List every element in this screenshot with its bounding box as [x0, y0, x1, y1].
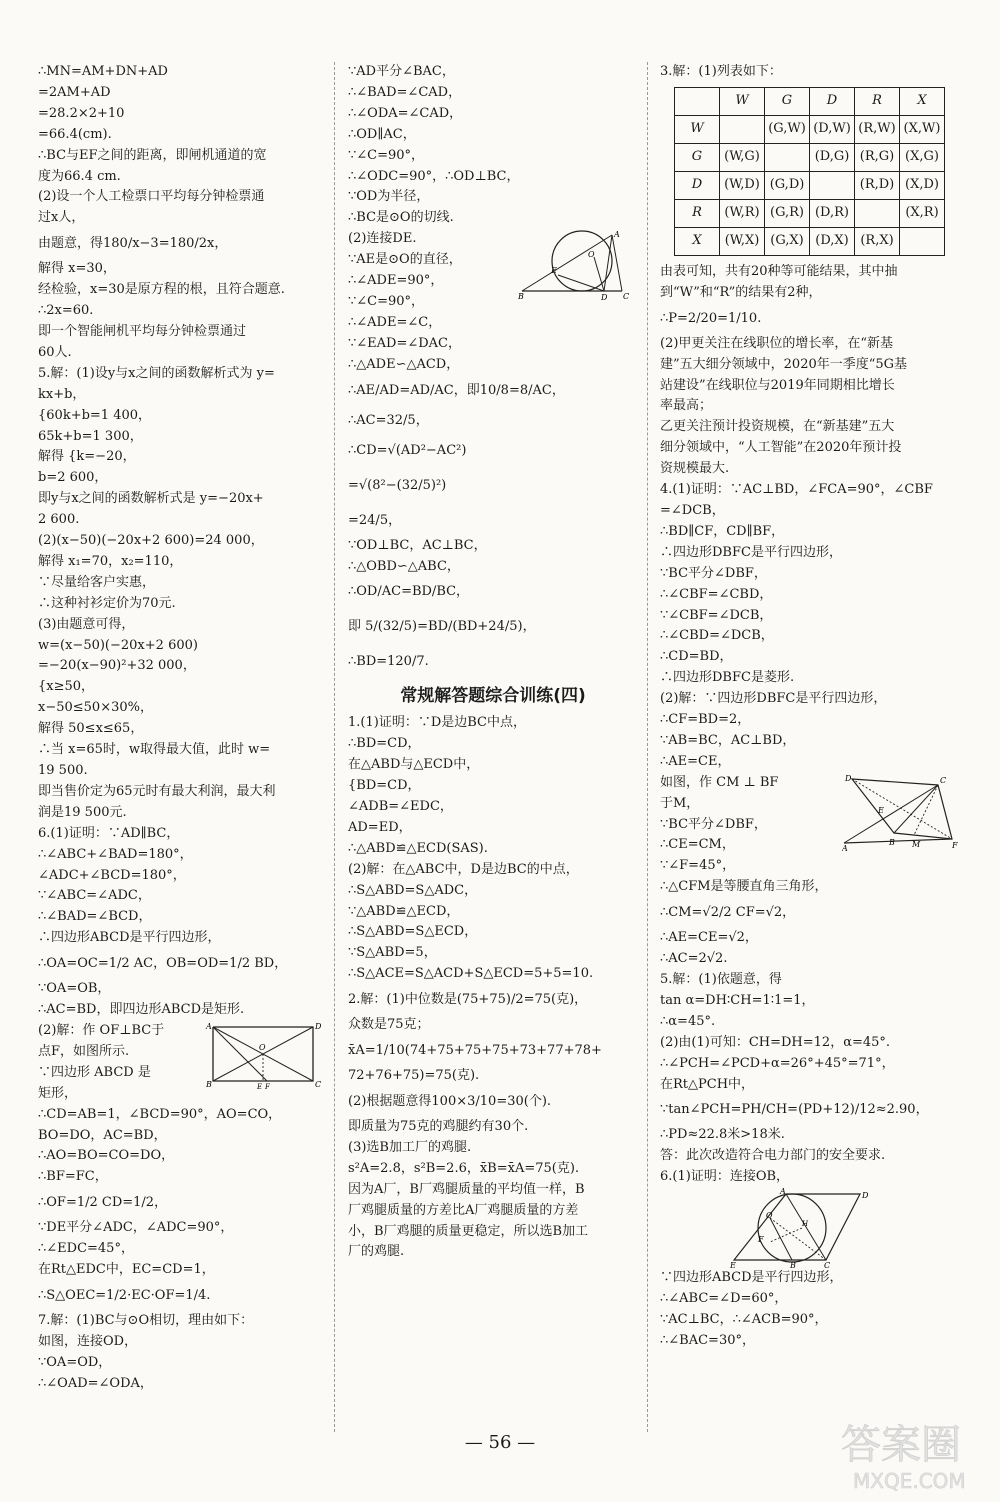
text-line: 65k+b=1 300，	[38, 428, 143, 444]
table-cell: (G,W)	[765, 115, 810, 143]
svg-text:答案圈: 答案圈	[841, 1422, 961, 1468]
text-line: =−20(x−90)²+32 000，	[38, 658, 196, 674]
table-cell: (G,X)	[765, 227, 810, 255]
text-line: (2)设一个人工检票口平均每分钟检票通	[38, 189, 265, 205]
text-line: ∵BC平分∠DBF，	[660, 816, 767, 832]
text-line: ∴AE/AD=AD/AC，即10/8=8/AC，	[348, 382, 565, 398]
text-line: 在△ABD与△ECD中，	[348, 757, 480, 773]
svg-text:F: F	[758, 1235, 764, 1245]
text-line: (2)由(1)可知：CH=DH=12，α=45°.	[660, 1034, 891, 1050]
text-line: =66.4(cm).	[38, 126, 112, 142]
text-line: ∴∠ABC+∠BAD=180°，	[38, 846, 193, 862]
text-line: ∴当 x=65时，w取得最大值，此时 w=	[38, 742, 271, 758]
text-line: ∴S△OEC=1/2·EC·OF=1/4.	[38, 1287, 211, 1303]
text-line: ∴△ADE∽△ACD，	[348, 356, 460, 372]
table-cell: X	[675, 227, 720, 255]
text-line: ∵∠EAD=∠DAC，	[348, 335, 462, 351]
text-line: (2)解：∵四边形DBFC是平行四边形，	[660, 691, 887, 707]
table-cell: (X,R)	[900, 199, 945, 227]
table-cell: (D,W)	[810, 115, 855, 143]
text-line: kx+b，	[38, 386, 86, 402]
text-line: ∴AC=BD，即四边形ABCD是矩形.	[38, 1002, 245, 1018]
answer-column-3	[660, 62, 960, 1352]
table-row	[675, 143, 945, 171]
svg-text:F: F	[952, 840, 958, 850]
table-cell: (W,X)	[720, 227, 765, 255]
svg-text:E: E	[730, 1261, 736, 1269]
text-line: ∴∠BAD=∠BCD，	[38, 909, 152, 925]
text-line: ∴四边形ABCD是平行四边形，	[38, 930, 221, 946]
circle-figure-block	[348, 229, 638, 313]
text-line: ∵AC⊥BC，∴∠ACB=90°，	[660, 1311, 828, 1327]
table-cell: (G,R)	[765, 199, 810, 227]
text-line: ∴BC是⊙O的切线.	[348, 210, 454, 226]
rhombus-figure	[842, 773, 960, 859]
text-line: x̄A=1/10(74+75+75+75+73+77+78+	[348, 1043, 602, 1059]
text-line: 19 500.	[38, 763, 88, 778]
text-line: ∴∠BAD=∠CAD，	[348, 84, 462, 100]
text-line: 3.解：(1)列表如下：	[660, 64, 782, 79]
text-line: ∵OA=OB，	[38, 981, 111, 997]
text-line: (2)甲更关注在线职位的增长率，在“新基	[660, 335, 894, 351]
text-line: ∴这种衬衫定价为70元.	[38, 595, 176, 611]
text-line: =∠DCB，	[660, 502, 725, 518]
table-cell	[855, 199, 900, 227]
text-line: ∴∠EDC=45°，	[38, 1241, 134, 1257]
text-line: ∴CD=AB=1，∠BCD=90°，AO=CO，	[38, 1106, 282, 1122]
text-line: 72+76+75)=75(克).	[348, 1068, 480, 1084]
table-cell: (G,D)	[765, 171, 810, 199]
svg-text:A: A	[614, 230, 620, 240]
text-line: 1.(1)证明：∵D是边BC中点，	[348, 715, 526, 731]
text-line: ∵BC平分∠DBF，	[660, 565, 767, 581]
text-line: ∴CD=√(AD²−AC²)	[348, 442, 467, 458]
text-line: 如图，连接OD，	[38, 1333, 138, 1349]
text-line: 厂鸡腿质量的方差比A厂鸡腿质量的方差	[348, 1202, 579, 1218]
text-line: {BD=CD，	[348, 778, 421, 794]
text-line: 在Rt△PCH中，	[660, 1076, 755, 1092]
text-line: ∴∠ODC=90°，∴OD⊥BC，	[348, 168, 520, 184]
text-line: 4.(1)证明：∵AC⊥BD，∠FCA=90°，∠CBF	[660, 482, 933, 498]
text-line: (3)选B加工厂的鸡腿.	[348, 1139, 472, 1155]
text-line: 如图，作 CM ⊥ BF	[660, 774, 779, 790]
svg-text:A: A	[206, 1021, 212, 1031]
page-number: — 56 —	[464, 1432, 536, 1453]
text-line: 细分领域中，“人工智能”在2020年预计投	[660, 440, 902, 456]
text-line: 解得 x=30，	[38, 261, 116, 277]
text-line: 点F，如图所示.	[38, 1043, 130, 1059]
svg-text:B: B	[518, 292, 524, 302]
text-line: BO=DO，AC=BD，	[38, 1127, 167, 1143]
svg-text:C: C	[315, 1079, 322, 1089]
text-line: ∴BF=FC，	[38, 1169, 108, 1185]
text-line: ∴AE=CE，	[660, 753, 731, 769]
text-line: 6.(1)证明：连接OB，	[660, 1169, 790, 1185]
svg-text:O: O	[259, 1042, 266, 1052]
text-line: ∴OD∥AC，	[348, 126, 416, 142]
text-line: ∴CM=√2/2 CF=√2，	[660, 905, 796, 921]
circle-parallelogram-diagram	[730, 1188, 880, 1268]
text-line: ∵DE平分∠ADC，∠ADC=90°，	[38, 1220, 234, 1236]
text-line: ∴∠ADE=∠C，	[348, 314, 442, 330]
svg-text:M: M	[912, 839, 921, 849]
table-cell: G	[765, 87, 810, 115]
circle-tangent-diagram	[518, 229, 638, 301]
text-line: ∴α=45°.	[660, 1013, 716, 1029]
text-line: ∠ADB=∠EDC，	[348, 799, 453, 815]
text-line: b=2 600，	[38, 470, 108, 486]
text-line: ∴四边形DBFC是平行四边形，	[660, 544, 842, 560]
text-line: ∴S△ABD=S△ECD，	[348, 924, 478, 940]
text-line: ∴BD∥CF，CD∥BF，	[660, 523, 785, 539]
text-line: ∵∠ABC=∠ADC，	[38, 888, 151, 904]
table-cell: R	[675, 199, 720, 227]
text-line: (3)由题意可得，	[38, 616, 135, 632]
text-line: ∴四边形DBFC是菱形.	[660, 670, 795, 686]
svg-text:E: E	[551, 266, 557, 276]
text-line: 解得 {k=−20，	[38, 449, 136, 465]
table-cell: D	[810, 87, 855, 115]
table-cell: (D,G)	[810, 143, 855, 171]
table-cell: (X,W)	[900, 115, 945, 143]
text-line: ∴△CFM是等腰直角三角形，	[660, 879, 828, 895]
text-line: ∵尽量给客户实惠，	[38, 574, 156, 590]
text-line: {x≥50，	[38, 679, 95, 695]
text-line: ∵∠C=90°，	[348, 147, 425, 163]
svg-text:C: C	[623, 292, 630, 302]
text-line: ∵四边形 ABCD 是	[38, 1064, 151, 1080]
text-line: 60人.	[38, 344, 72, 360]
text-line: ∵∠F=45°，	[660, 858, 736, 874]
text-line: 矩形，	[38, 1085, 78, 1101]
circle-figure	[518, 229, 638, 309]
text-line: 于M，	[660, 795, 700, 811]
svg-text:D: D	[862, 1191, 869, 1201]
text-line: tan α=DH∶CH=1∶1=1，	[660, 992, 815, 1008]
text-line: (2)根据题意得100×3/10=30(个).	[348, 1094, 552, 1109]
text-line: 在Rt△EDC中，EC=CD=1，	[38, 1262, 215, 1278]
text-line: 到“W”和“R”的结果有2种，	[660, 284, 822, 300]
svg-text:B: B	[889, 837, 895, 847]
table-cell: (R,W)	[855, 115, 900, 143]
text-line: =2AM+AD	[38, 84, 111, 100]
text-line: ∴∠ABC=∠D=60°，	[660, 1291, 788, 1307]
text-line: ∴∠BAC=30°，	[660, 1332, 755, 1348]
text-line: ∴∠CBF=∠CBD，	[660, 586, 773, 602]
table-cell: D	[675, 171, 720, 199]
text-line: ∴OD/AC=BD/BC，	[348, 584, 470, 600]
table-cell	[675, 87, 720, 115]
text-line: w=(x−50)(−20x+2 600)	[38, 637, 198, 653]
watermark-logo	[835, 1410, 995, 1495]
svg-text:A: A	[780, 1188, 786, 1197]
text-line: ∵AB=BC，AC⊥BD，	[660, 732, 796, 748]
rectangle-diagram	[205, 1021, 323, 1089]
section-title: 常规解答题综合训练(四)	[400, 686, 586, 707]
text-line: ∴BC与EF之间的距离，即闸机通道的宽	[38, 147, 267, 163]
table-cell	[900, 227, 945, 255]
text-line: ∵AD平分∠BAC，	[348, 64, 455, 79]
text-line: ∴MN=AM+DN+AD	[38, 64, 168, 79]
text-line: 答：此次改造符合电力部门的安全要求.	[660, 1148, 886, 1164]
table-row	[675, 115, 945, 143]
table-cell: (X,D)	[900, 171, 945, 199]
svg-text:E: E	[257, 1082, 263, 1089]
text-line: 率最高；	[660, 398, 713, 414]
svg-text:O: O	[766, 1211, 773, 1221]
text-line: 即当售价定为65元时有最大利润，最大利	[38, 783, 276, 799]
table-cell: G	[675, 143, 720, 171]
text-line: (2)解：在△ABC中，D是边BC的中点，	[348, 861, 579, 877]
text-line: 因为A厂，B厂鸡腿质量的平均值一样，B	[348, 1181, 585, 1197]
text-line: 5.解：(1)设y与x之间的函数解析式为 y=	[38, 365, 275, 381]
text-line: (2)(x−50)(−20x+2 600)=24 000，	[38, 533, 264, 549]
text-line: ∴AE=CE=√2，	[660, 930, 758, 946]
text-line: 经检验，x=30是原方程的根，且符合题意.	[38, 282, 285, 298]
svg-text:A: A	[842, 843, 848, 851]
table-cell: R	[855, 87, 900, 115]
text-line: ∴∠ADE=90°，	[348, 273, 444, 289]
text-line: x−50≤50×30%，	[38, 700, 153, 716]
svg-text:C: C	[940, 775, 947, 785]
text-line: 7.解：(1)BC与⊙O相切，理由如下：	[38, 1312, 254, 1328]
text-line: ∵△ABD≌△ECD，	[348, 903, 460, 919]
svg-text:O: O	[588, 250, 595, 260]
text-line: 小，B厂鸡腿的质量更稳定，所以选B加工	[348, 1223, 589, 1239]
text-line: ∴∠CBD=∠DCB，	[660, 628, 774, 644]
rhombus-diagram	[842, 773, 960, 851]
text-line: 即 5/(32/5)=BD/(BD+24/5)，	[348, 619, 536, 635]
text-line: ∴S△ABD=S△ADC，	[348, 882, 478, 898]
svg-text:C: C	[824, 1261, 831, 1269]
text-line: ∴BD=120/7.	[348, 654, 429, 670]
text-line: 5.解：(1)依题意，得	[660, 972, 782, 987]
svg-text:B: B	[790, 1261, 796, 1269]
answer-column-2	[348, 62, 638, 1263]
text-line: 众数是75克；	[348, 1017, 430, 1033]
text-line: 厂的鸡腿.	[348, 1244, 405, 1260]
text-line: 6.(1)证明：∵AD∥BC，	[38, 825, 180, 841]
text-line: ∴AC=32/5，	[348, 412, 429, 428]
column-divider	[647, 62, 648, 1432]
text-line: 2 600.	[38, 512, 80, 528]
table-row	[675, 199, 945, 227]
svg-text:B: B	[206, 1079, 212, 1089]
text-line: ∵AE是⊙O的直径，	[348, 252, 462, 268]
text-line: ∠ADC+∠BCD=180°，	[38, 867, 186, 883]
text-line: ∴CE=CM，	[660, 837, 735, 853]
text-line: ∴△OBD∽△ABC，	[348, 558, 460, 574]
text-line: ∵OD为半径，	[348, 189, 430, 205]
text-line: 润是19 500元.	[38, 804, 127, 820]
text-line: ∴P=2/20=1/10.	[660, 310, 762, 326]
text-line: 由题意，得180/x−3=180/2x，	[38, 236, 228, 252]
text-line: ∴BD=CD，	[348, 736, 421, 752]
table-cell: (R,X)	[855, 227, 900, 255]
text-line: 即y与x之间的函数解析式是 y=−20x+	[38, 491, 264, 507]
text-line: 即质量为75克的鸡腿约有30个.	[348, 1119, 529, 1134]
table-row	[675, 227, 945, 255]
text-line: 过x人，	[38, 210, 85, 226]
text-line: ∵∠C=90°，	[348, 293, 425, 309]
outcome-table	[674, 87, 945, 256]
svg-text:MXQE.COM: MXQE.COM	[853, 1469, 966, 1493]
text-line: ∵OA=OD，	[38, 1354, 112, 1370]
rhombus-figure-block	[660, 773, 960, 857]
text-line: ∴∠ODA=∠CAD，	[348, 105, 463, 121]
table-cell: (W,R)	[720, 199, 765, 227]
table-cell	[765, 143, 810, 171]
text-line: 乙更关注预计投资规模，在“新基建”五大	[660, 419, 895, 435]
text-line: =24/5，	[348, 512, 402, 528]
table-cell: X	[900, 87, 945, 115]
text-line: ∴AC=2√2.	[660, 951, 728, 967]
text-line: ∴△ABD≌△ECD(SAS).	[348, 840, 488, 856]
text-line: =√(8²−(32/5)²)	[348, 477, 447, 493]
svg-text:D: D	[601, 293, 608, 302]
table-header-row	[675, 87, 945, 115]
text-line: ∴CF=BD=2，	[660, 712, 751, 728]
column-divider	[334, 62, 335, 1432]
svg-text:D: D	[315, 1021, 322, 1031]
table-cell: (R,G)	[855, 143, 900, 171]
svg-text:E: E	[878, 805, 884, 815]
text-line: ∵S△ABD=5，	[348, 945, 437, 961]
text-line: 解得 50≤x≤65，	[38, 721, 144, 737]
text-line: ∵tan∠PCH=PH/CH=(PD+12)/12≈2.90，	[660, 1102, 929, 1118]
text-line: ∵∠CBF=∠DCB，	[660, 607, 773, 623]
svg-text:D: D	[845, 773, 852, 783]
text-line: ∴∠PCH=∠PCD+α=26°+45°=71°，	[660, 1055, 895, 1071]
table-cell: (D,X)	[810, 227, 855, 255]
text-line: ∴OF=1/2 CD=1/2，	[38, 1195, 168, 1211]
text-line: 站建设”在线职位与2019年同期相比增长	[660, 377, 895, 393]
svg-text:H: H	[802, 1220, 809, 1229]
text-line: =28.2×2+10	[38, 105, 125, 121]
text-line: ∴PD≈22.8米>18米.	[660, 1127, 785, 1143]
text-line: ∵四边形ABCD是平行四边形，	[660, 1270, 843, 1286]
table-cell: (X,G)	[900, 143, 945, 171]
table-cell: (D,R)	[810, 199, 855, 227]
text-line: 解得 x₁=70，x₂=110，	[38, 553, 183, 569]
text-line: ∴∠OAD=∠ODA，	[38, 1375, 153, 1391]
text-line: (2)连接DE.	[348, 231, 417, 247]
text-line: AD=ED，	[348, 819, 412, 835]
text-line: 资规模最大.	[660, 461, 730, 477]
rectangle-figure-block	[38, 1021, 323, 1105]
text-line: s²A=2.8，s²B=2.6，x̄B=x̄A=75(克).	[348, 1160, 580, 1176]
text-line: ∴CD=BD，	[660, 649, 733, 665]
text-line: ∴S△ACE=S△ACD+S△ECD=5+5=10.	[348, 966, 594, 982]
table-cell	[810, 171, 855, 199]
text-line: 即一个智能闸机平均每分钟检票通过	[38, 323, 247, 339]
rectangle-figure	[205, 1021, 323, 1097]
text-line: 由表可知，共有20种等可能结果，其中抽	[660, 263, 898, 279]
text-line: ∴AO=BO=CO=DO，	[38, 1148, 175, 1164]
parallelogram-figure-block	[660, 1188, 960, 1268]
text-line: (2)解：作 OF⊥BC于	[38, 1022, 165, 1038]
table-row	[675, 171, 945, 199]
table-cell: W	[720, 87, 765, 115]
text-line: {60k+b=1 400，	[38, 407, 152, 423]
table-cell	[720, 115, 765, 143]
table-cell: (W,D)	[720, 171, 765, 199]
table-cell: W	[675, 115, 720, 143]
text-line: 度为66.4 cm.	[38, 168, 121, 184]
table-cell: (W,G)	[720, 143, 765, 171]
table-cell: (R,D)	[855, 171, 900, 199]
text-line: ∵OD⊥BC，AC⊥BC，	[348, 537, 487, 553]
text-line: 2.解：(1)中位数是(75+75)/2=75(克)，	[348, 992, 588, 1008]
svg-text:F: F	[265, 1082, 270, 1089]
text-line: ∴2x=60.	[38, 303, 94, 319]
text-line: ∴OA=OC=1/2 AC，OB=OD=1/2 BD，	[38, 956, 288, 972]
answer-column-1	[38, 62, 323, 1395]
text-line: 建”五大细分领域中，2020年一季度“5G基	[660, 356, 908, 372]
